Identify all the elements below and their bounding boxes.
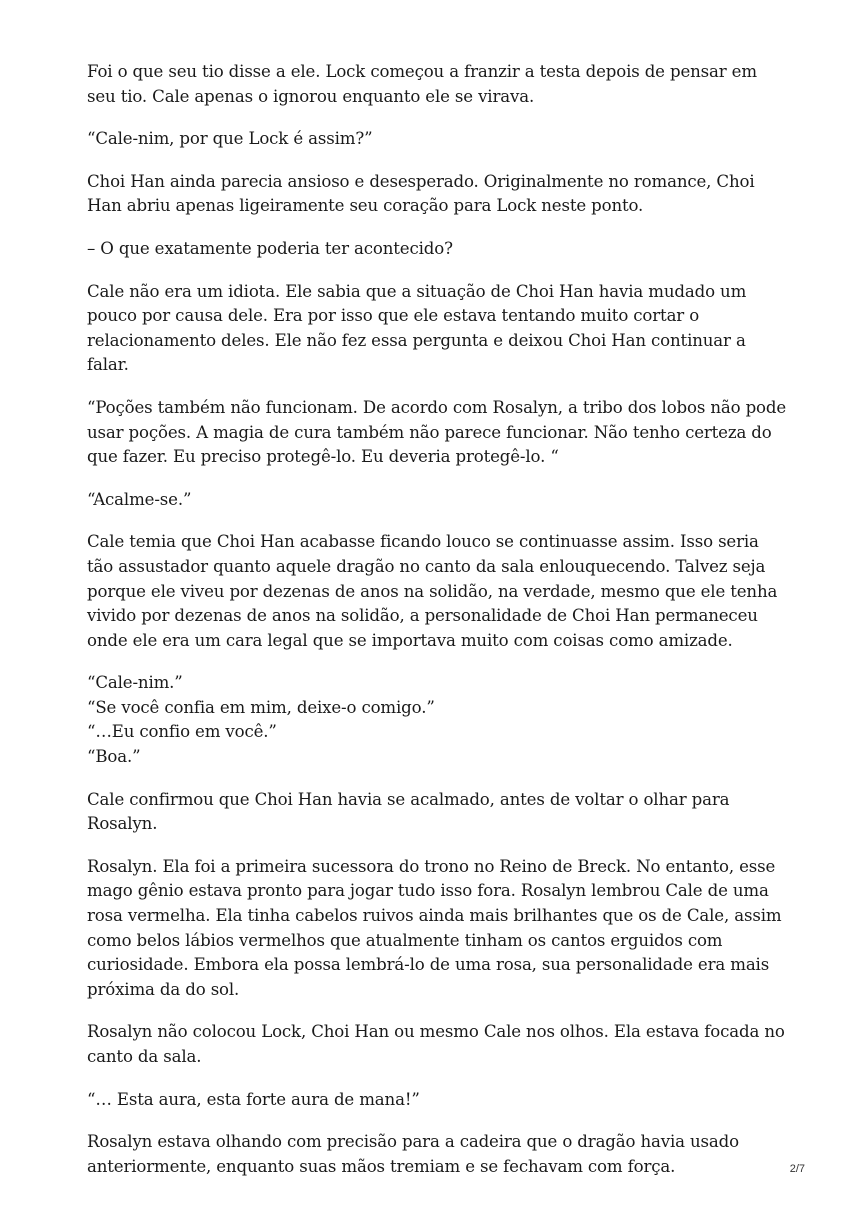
paragraph: Cale temia que Choi Han acabasse ficando louco se continuasse assim. Isso seria tão assustador quanto aquele dragão no canto da sala enlouquecendo. Talvez seja porque ele viveu por dezenas de anos na solidão, na verdade, mesmo que ele tenha vivido por dezenas de anos na solidão, a personalidade de Choi Han permaneceu onde ele era um cara legal que se importava muito com coisas como amizade.	[87, 532, 778, 650]
page-number: 2/7	[789, 1163, 805, 1175]
paragraph: Cale confirmou que Choi Han havia se acalmado, antes de voltar o olhar para Rosalyn.	[87, 789, 730, 834]
paragraph: “… Esta aura, esta forte aura de mana!”	[87, 1089, 420, 1109]
paragraph: “Acalme-se.”	[87, 489, 192, 509]
paragraph: Rosalyn não colocou Lock, Choi Han ou mesmo Cale nos olhos. Ela estava focada no canto da sala.	[87, 1022, 785, 1066]
dialogue-block	[87, 671, 787, 769]
paragraph: – O que exatamente poderia ter acontecido?	[87, 238, 453, 258]
paragraph: Choi Han ainda parecia ansioso e desesperado. Originalmente no romance, Choi Han abriu apenas ligeiramente seu coração para Lock neste ponto.	[87, 171, 755, 216]
paragraph: Foi o que seu tio disse a ele. Lock começou a franzir a testa depois de pensar em seu tio. Cale apenas o ignorou enquanto ele se virava.	[87, 62, 757, 106]
dialogue-line: “…Eu confio em você.”	[87, 722, 277, 742]
paragraph: Cale não era um idiota. Ele sabia que a situação de Choi Han havia mudado um pouco por causa dele. Era por isso que ele estava tentando muito cortar o relacionamento deles. Ele não fez essa pergunta e deixou Choi Han continuar a falar.	[87, 281, 747, 375]
paragraph: Rosalyn estava olhando com precisão para a cadeira que o dragão havia usado anteriormente, enquanto suas mãos tremiam e se fechavam com força.	[87, 1132, 739, 1176]
paragraph: “Poções também não funcionam. De acordo com Rosalyn, a tribo dos lobos não pode usar poções. A magia de cura também não parece funcionar. Não tenho certeza do que fazer. Eu preciso protegê-lo. Eu deveria protegê-lo. “	[87, 397, 787, 467]
paragraph: Rosalyn. Ela foi a primeira sucessora do trono no Reino de Breck. No entanto, esse mago gênio estava pronto para jogar tudo isso fora. Rosalyn lembrou Cale de uma rosa vermelha. Ela tinha cabelos ruivos ainda mais brilhantes que os de Cale, assim como belos lábios vermelhos que atualmente tinham os cantos erguidos com curiosidade. Embora ela possa lembrá-lo de uma rosa, sua personalidade era mais próxima da do sol.	[87, 856, 782, 999]
dialogue-line: “Cale-nim.”	[87, 673, 183, 693]
document-body	[87, 60, 787, 1197]
dialogue-line: “Boa.”	[87, 747, 141, 767]
dialogue-line: “Se você confia em mim, deixe-o comigo.”	[87, 697, 435, 717]
paragraph: “Cale-nim, por que Lock é assim?”	[87, 129, 373, 149]
